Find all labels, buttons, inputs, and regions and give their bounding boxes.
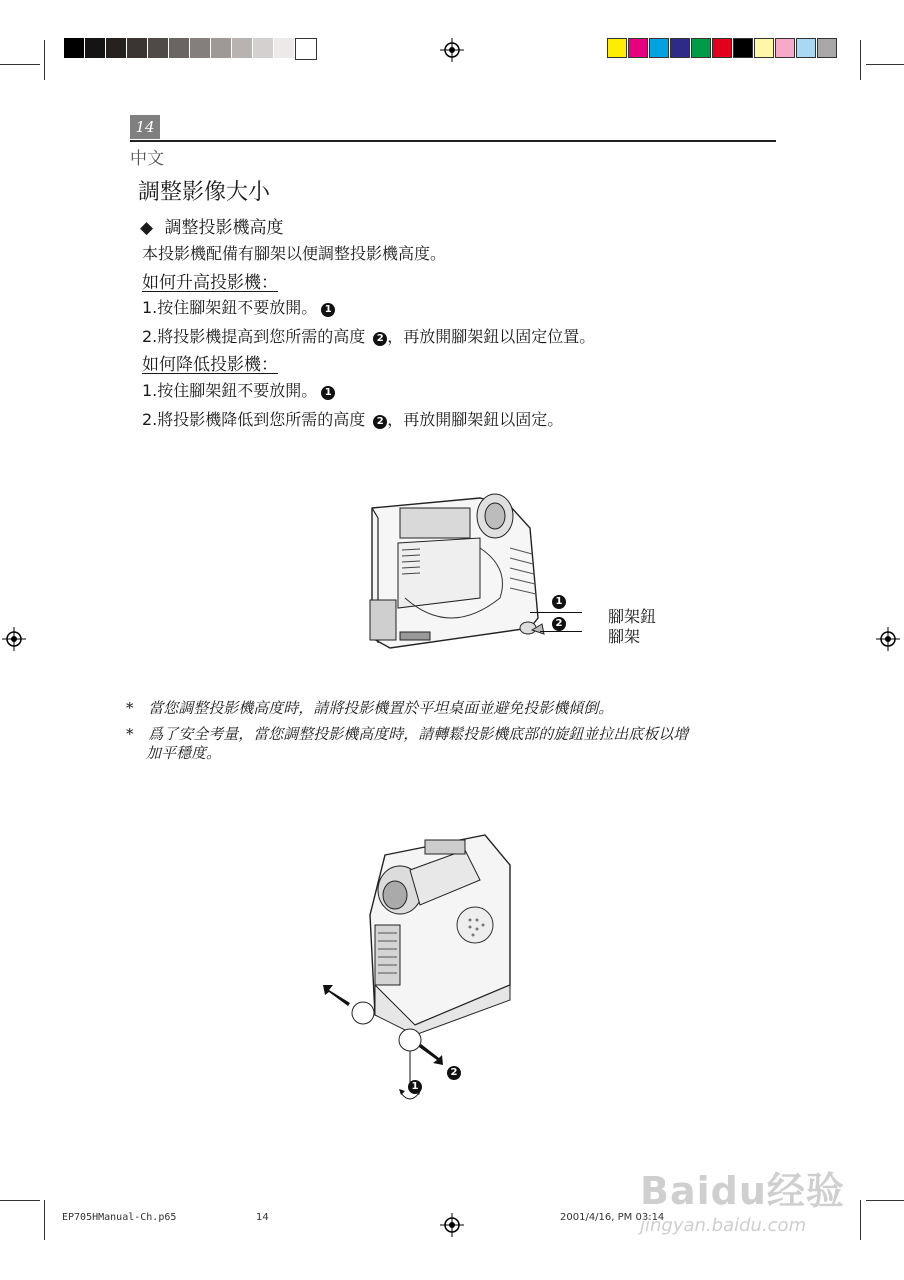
watermark-url: jingyan.baidu.com <box>640 1215 807 1236</box>
raise-heading: 如何升高投影機： <box>142 273 278 293</box>
marker-1-icon: 1 <box>321 386 335 400</box>
registration-mark-top <box>440 38 464 62</box>
color-swatch <box>775 38 795 58</box>
intro-text: 本投影機配備有腳架以便調整投影機高度。 <box>142 244 447 263</box>
gray-swatch <box>274 38 294 58</box>
marker-1-icon: 1 <box>321 303 335 317</box>
callout-1-icon: 1 <box>552 595 566 609</box>
header-rule <box>130 140 776 142</box>
color-swatch <box>733 38 753 58</box>
gray-swatch <box>211 38 231 58</box>
callout-label-foot: 腳架 <box>608 627 641 646</box>
language-label: 中文 <box>130 149 164 169</box>
footer-filename: EP705HManual-Ch.p65 <box>62 1212 177 1223</box>
step-text-after: ，再放開腳架鈕以固定。 <box>387 410 564 429</box>
gray-swatch <box>295 38 317 60</box>
watermark-brand: Baidu经验 <box>640 1169 845 1213</box>
footer-timestamp: 2001/4/16, PM 03:14 <box>560 1212 665 1223</box>
gray-swatch <box>232 38 252 58</box>
note-2 <box>126 723 688 744</box>
page-number-badge: 14 <box>130 115 160 139</box>
step-text: 1.按住腳架鈕不要放開。 <box>142 298 318 317</box>
note-text: 當您調整投影機高度時，請將投影機置於平坦桌面並避免投影機傾倒。 <box>148 699 614 717</box>
projector-side-illustration <box>360 488 560 658</box>
figure2-marker-2-icon: 2 <box>447 1066 461 1080</box>
color-swatch <box>796 38 816 58</box>
color-swatch <box>817 38 837 58</box>
raise-step-1 <box>142 295 335 318</box>
color-swatch <box>754 38 774 58</box>
color-swatch <box>712 38 732 58</box>
note-text: 爲了安全考量，當您調整投影機高度時，請轉鬆投影機底部的旋鈕並拉出底板以增 <box>148 725 689 743</box>
figure2-marker-1-icon: 1 <box>408 1080 422 1094</box>
page-title: 調整影像大小 <box>138 180 271 205</box>
callout-2-icon: 2 <box>552 617 566 631</box>
gray-swatch <box>85 38 105 58</box>
color-swatch <box>670 38 690 58</box>
color-swatch <box>649 38 669 58</box>
note-star: * <box>126 699 134 717</box>
diamond-bullet-icon: ◆ <box>140 218 154 238</box>
step-text: 2.將投影機降低到您所需的高度 <box>142 410 366 429</box>
color-swatch <box>628 38 648 58</box>
note-1 <box>126 697 613 718</box>
raise-step-2 <box>142 324 595 347</box>
gray-swatch <box>253 38 273 58</box>
note-2-continuation: 加平穩度。 <box>146 744 222 762</box>
registration-mark-right <box>876 627 900 651</box>
step-text: 1.按住腳架鈕不要放開。 <box>142 381 318 400</box>
lower-step-2 <box>142 407 563 430</box>
section-heading <box>140 213 283 238</box>
callout-label-foot-button: 腳架鈕 <box>608 607 657 626</box>
gray-swatch <box>148 38 168 58</box>
gray-swatch <box>64 38 84 58</box>
step-text-after: ，再放開腳架鈕以固定位置。 <box>387 327 596 346</box>
baidu-watermark <box>640 1160 845 1236</box>
note-star: * <box>126 725 134 743</box>
registration-mark-left <box>2 627 26 651</box>
gray-swatch <box>190 38 210 58</box>
color-swatch <box>607 38 627 58</box>
section-heading-text: 調整投影機高度 <box>164 218 284 238</box>
footer-page: 14 <box>256 1212 269 1223</box>
gray-swatch <box>106 38 126 58</box>
marker-2-icon: 2 <box>373 332 387 346</box>
marker-2-icon: 2 <box>373 415 387 429</box>
lower-step-1 <box>142 378 335 401</box>
step-text: 2.將投影機提高到您所需的高度 <box>142 327 366 346</box>
gray-swatch <box>169 38 189 58</box>
color-swatch <box>691 38 711 58</box>
registration-mark-bottom <box>440 1213 464 1237</box>
gray-swatch <box>127 38 147 58</box>
projector-front-illustration <box>315 825 525 1110</box>
lower-heading: 如何降低投影機： <box>142 355 278 375</box>
